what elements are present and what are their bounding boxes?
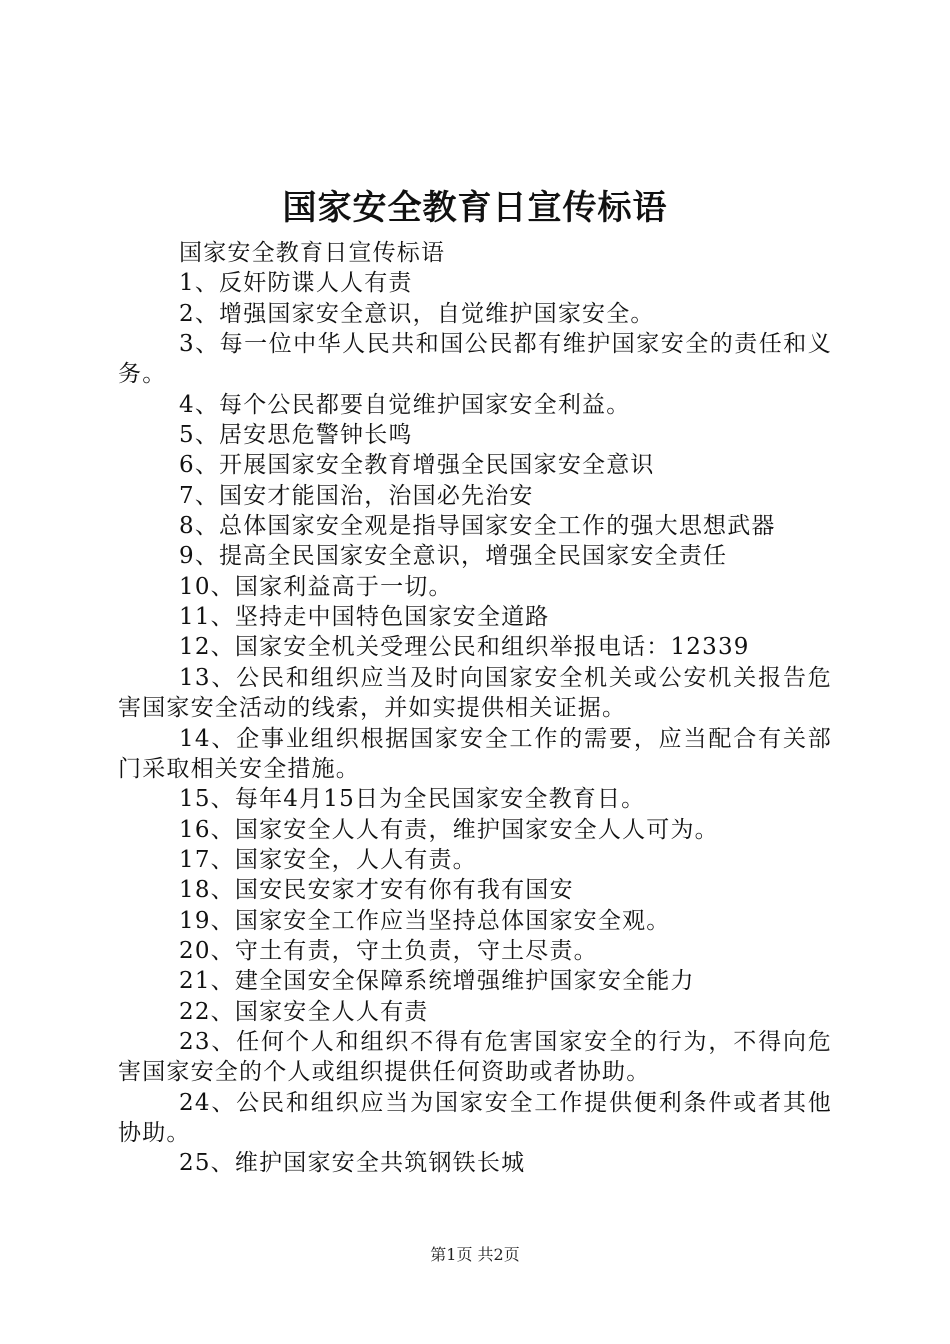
page-footer: 第1页 共2页 [430, 1245, 520, 1264]
slogan-item: 25、维护国家安全共筑钢铁长城 [179, 1150, 526, 1177]
slogan-item: 17、国家安全，人人有责。 [179, 846, 477, 873]
document-subtitle: 国家安全教育日宣传标语 [179, 240, 446, 266]
slogan-item: 1、反奸防谍人人有责 [179, 270, 413, 297]
slogan-item: 2、增强国家安全意识，自觉维护国家安全。 [179, 300, 655, 327]
slogan-item: 9、提高全民国家安全意识，增强全民国家安全责任 [179, 543, 728, 570]
slogan-item: 12、国家安全机关受理公民和组织举报电话：12339 [179, 634, 750, 661]
slogan-item: 8、总体国家安全观是指导国家安全工作的强大思想武器 [179, 513, 776, 540]
slogan-item: 15、每年4月15日为全民国家安全教育日。 [179, 786, 646, 813]
slogan-list [118, 238, 832, 1179]
slogan-item: 14、企事业组织根据国家安全工作的需要，应当配合有关部门采取相关安全措施。 [118, 725, 832, 782]
slogan-item: 19、国家安全工作应当坚持总体国家安全观。 [179, 907, 671, 934]
slogan-item: 6、开展国家安全教育增强全民国家安全意识 [179, 452, 655, 479]
slogan-item: 20、守土有责，守土负责，守土尽责。 [179, 937, 598, 964]
slogan-item: 22、国家安全人人有责 [179, 998, 429, 1025]
slogan-item: 4、每个公民都要自觉维护国家安全利益。 [179, 391, 631, 418]
slogan-item: 18、国安民安家才安有你有我有国安 [179, 877, 574, 904]
slogan-item: 3、每一位中华人民共和国公民都有维护国家安全的责任和义务。 [118, 331, 832, 388]
slogan-item: 21、建全国安全保障系统增强维护国家安全能力 [179, 968, 695, 995]
slogan-item: 7、国安才能国治，治国必先治安 [179, 482, 534, 509]
slogan-item: 11、坚持走中国特色国家安全道路 [179, 604, 550, 631]
slogan-item: 13、公民和组织应当及时向国家安全机关或公安机关报告危害国家安全活动的线索，并如实提供相关证据。 [118, 664, 832, 722]
slogan-item: 5、居安思危警钟长鸣 [179, 422, 413, 449]
slogan-item: 16、国家安全人人有责，维护国家安全人人可为。 [179, 816, 719, 843]
slogan-item: 10、国家利益高于一切。 [179, 573, 453, 600]
slogan-item: 23、任何个人和组织不得有危害国家安全的行为，不得向危害国家安全的个人或组织提供任何资助或者协助。 [118, 1028, 832, 1086]
document-title: 国家安全教育日宣传标语 [282, 188, 668, 228]
slogan-item: 24、公民和组织应当为国家安全工作提供便利条件或者其他协助。 [118, 1089, 832, 1146]
